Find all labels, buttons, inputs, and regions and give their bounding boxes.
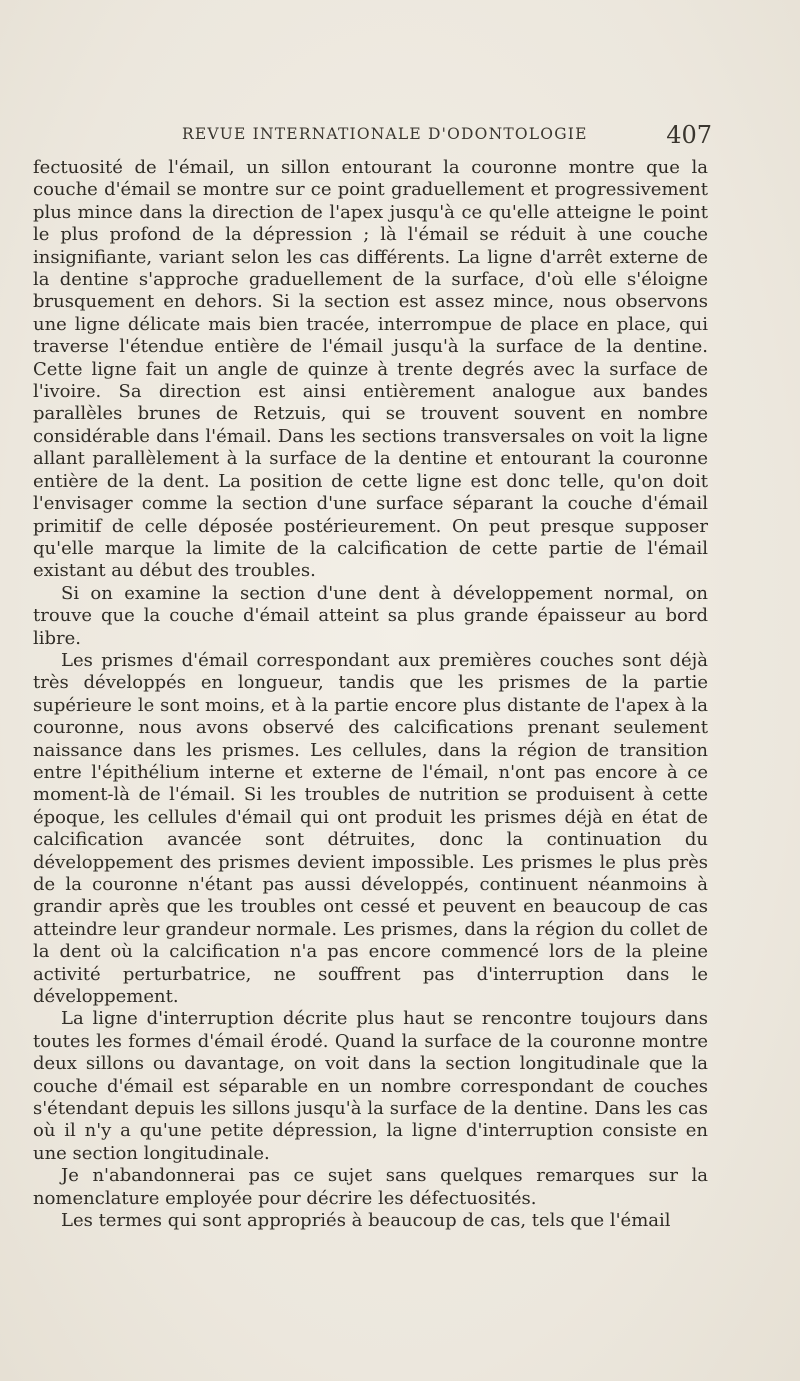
running-header: [182, 121, 712, 151]
body-text: [33, 157, 708, 1233]
running-title: REVUE INTERNATIONALE D'ODONTOLOGIE: [182, 125, 588, 143]
paragraph: Je n'abandonnerai pas ce sujet sans quelques remarques sur la nomenclature employée pour décrire les défectuosités.: [33, 1165, 708, 1209]
paragraph: La ligne d'interruption décrite plus haut se rencontre toujours dans toutes les formes d'émail érodé. Quand la surface de la couronne montre deux sillons ou davantage, on voit dans la section longitudinale que la couche d'émail est séparable en un nombre correspondant de couches s'étendant depuis les sillons jusqu'à la surface de la dentine. Dans les cas où il n'y a qu'une petite dépression, la ligne d'interruption consiste en une section longitudinale.: [33, 1008, 708, 1164]
page-number: 407: [666, 121, 712, 149]
paragraph-continuation: fectuosité de l'émail, un sillon entourant la couronne montre que la couche d'émail se montre sur ce point graduellement et progressivement plus mince dans la direction de l'apex jusqu'à ce qu'elle atteigne le point le plus profond de la dépression ; là l'émail se réduit à une couche insignifiante, variant selon les cas différents. La ligne d'arrêt externe de la dentine s'approche graduellement de la surface, d'où elle s'éloigne brusquement en dehors. Si la section est assez mince, nous observons une ligne délicate mais bien tracée, interrompue de place en place, qui traverse l'étendue entière de l'émail jusqu'à la surface de la dentine. Cette ligne fait un angle de quinze à trente degrés avec la surface de l'ivoire. Sa direction est ainsi entièrement analogue aux bandes parallèles brunes de Retzuis, qui se trouvent souvent en nombre considérable dans l'émail. Dans les sections transversales on voit la ligne allant parallèlement à la surface de la dentine et entourant la couronne entière de la dent. La position de cette ligne est donc telle, qu'on doit l'envisager comme la section d'une surface séparant la couche d'émail primitif de celle déposée postérieurement. On peut presque supposer qu'elle marque la limite de la calcification de cette partie de l'émail existant au début des troubles.: [33, 157, 708, 582]
paragraph: Les termes qui sont appropriés à beaucoup de cas, tels que l'émail: [61, 1210, 671, 1232]
paragraph: Les prismes d'émail correspondant aux premières couches sont déjà très développés en longueur, tandis que les prismes de la partie supérieure le sont moins, et à la partie encore plus distante de l'apex à la couronne, nous avons observé des calcifications prenant seulement naissance dans les prismes. Les cellules, dans la région de transition entre l'épithélium interne et externe de l'émail, n'ont pas encore à ce moment-là de l'émail. Si les troubles de nutrition se produisent à cette époque, les cellules d'émail qui ont produit les prismes déjà en état de calcification avancée sont détruites, donc la continuation du développement des prismes devient impossible. Les prismes le plus près de la couronne n'étant pas aussi développés, continuent néanmoins à grandir après que les troubles ont cessé et peuvent en beaucoup de cas atteindre leur grandeur normale. Les prismes, dans la région du collet de la dent où la calcification n'a pas encore commencé lors de la pleine activité perturbatrice, ne souffrent pas d'interruption dans le développement.: [33, 649, 708, 1008]
paragraph: Si on examine la section d'une dent à développement normal, on trouve que la couche d'émail atteint sa plus grande épaisseur au bord libre.: [33, 582, 708, 649]
